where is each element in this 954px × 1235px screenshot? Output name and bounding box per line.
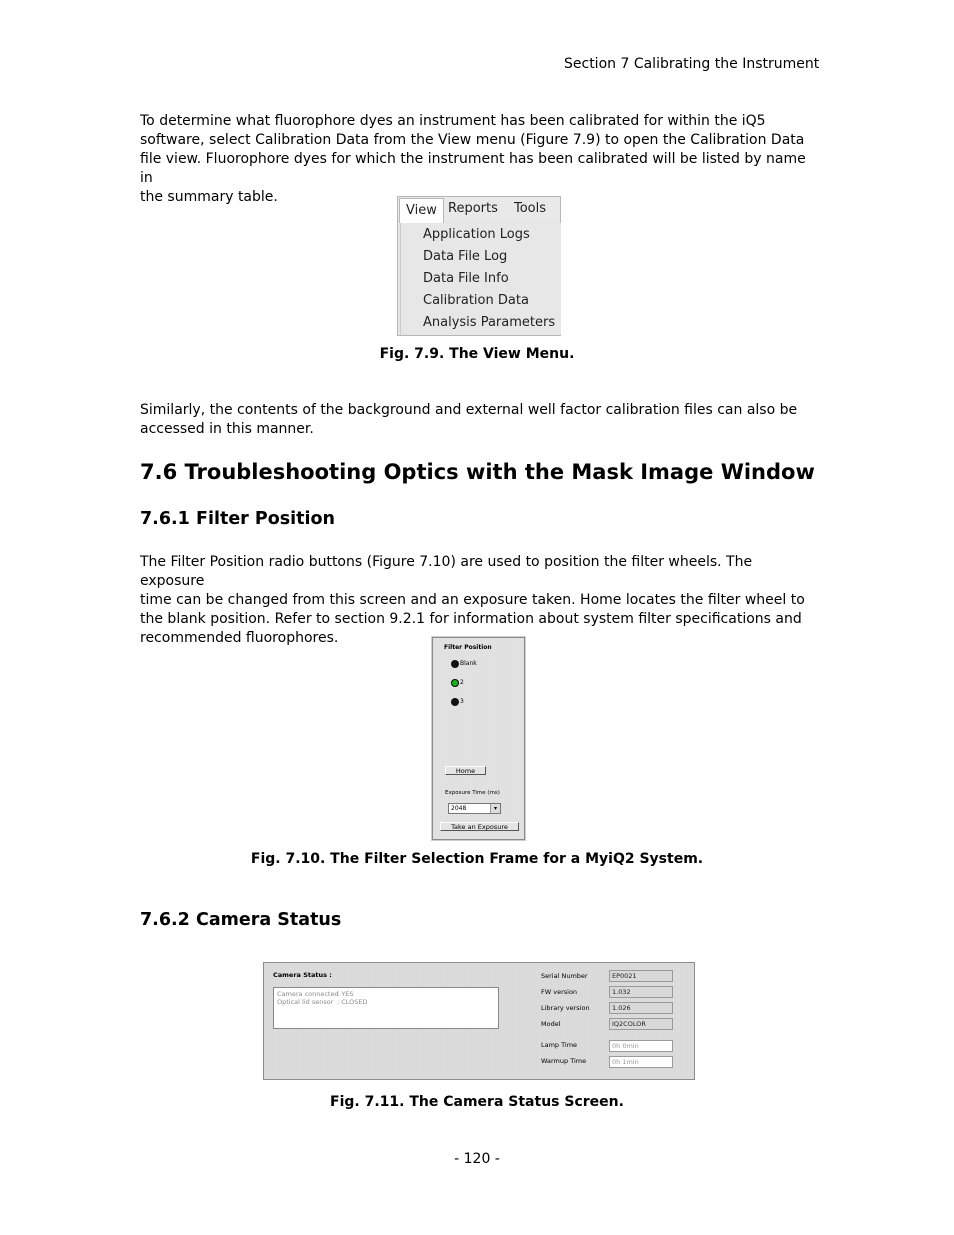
section-7-6-2-heading: [140, 910, 341, 930]
section-7-6-1-heading: [140, 509, 335, 529]
warmup-time-label: Warmup Time: [541, 1057, 587, 1065]
intro-paragraph: [140, 112, 820, 207]
radio-blank-label: Blank: [460, 660, 477, 667]
intro-line: the summary table.: [140, 189, 278, 205]
intro-line: To determine what fluorophore dyes an instrument has been calibrated for within the iQ5: [140, 113, 766, 129]
library-version-field: 1.026: [609, 1002, 673, 1014]
lamp-time-field: 0h 0min: [609, 1040, 673, 1052]
similarly-line: Similarly, the contents of the background and external well factor calibration files can also be: [140, 402, 798, 418]
filter-position-frame: [432, 637, 525, 840]
exposure-time-select[interactable]: [448, 803, 501, 814]
menu-item-calibration-data[interactable]: Calibration Data: [423, 293, 529, 308]
fig-7-9-caption: Fig. 7.9. The View Menu.: [379, 346, 575, 362]
camera-connected-line: [277, 990, 354, 998]
intro-line: file view. Fluorophore dyes for which the instrument has been calibrated will be listed by name in: [140, 151, 806, 186]
similarly-paragraph: [140, 401, 820, 439]
library-version-label: Library version: [541, 1004, 590, 1012]
menu-item-application-logs[interactable]: Application Logs: [423, 227, 530, 242]
view-dropdown: [400, 223, 561, 335]
page-number: - 120 -: [454, 1151, 500, 1167]
camera-status-title: Camera Status :: [273, 971, 332, 979]
filter-position-title: Filter Position: [444, 644, 492, 651]
section-7-6-2-number: 7.6.2: [140, 910, 190, 930]
radio-3[interactable]: [451, 698, 459, 706]
radio-3-label: 3: [460, 698, 464, 705]
view-menu-figure: [397, 196, 561, 336]
lamp-time-label: Lamp Time: [541, 1041, 578, 1049]
home-button[interactable]: Home: [445, 766, 486, 775]
fig-7-11-caption: Fig. 7.11. The Camera Status Screen.: [330, 1094, 624, 1110]
camera-status-panel: [263, 962, 695, 1080]
menu-view[interactable]: View: [399, 198, 444, 223]
menubar: [398, 197, 560, 222]
radio-blank[interactable]: [451, 660, 459, 668]
menu-item-data-file-log[interactable]: Data File Log: [423, 249, 508, 264]
filter-line: time can be changed from this screen and an exposure taken. Home locates the filter wheel to: [140, 592, 805, 608]
optical-lid-label: Optical lid sensor: [277, 998, 334, 1006]
camera-connected-value: : YES: [337, 990, 354, 998]
serial-number-field: EP0021: [609, 970, 673, 982]
exposure-time-label: Exposure Time (ms): [445, 790, 500, 796]
model-label: Model: [541, 1020, 561, 1028]
radio-2-selected[interactable]: [451, 679, 459, 687]
fw-version-field: 1.032: [609, 986, 673, 998]
section-7-6-1-title: Filter Position: [196, 509, 336, 529]
menu-item-analysis-parameters[interactable]: Analysis Parameters: [423, 315, 556, 330]
menu-reports[interactable]: Reports: [448, 201, 498, 216]
menu-item-data-file-info[interactable]: Data File Info: [423, 271, 509, 286]
take-exposure-button[interactable]: Take an Exposure: [440, 822, 519, 831]
exposure-time-value: 2048: [451, 805, 467, 812]
filter-line: the blank position. Refer to section 9.2.1 for information about system filter specifications and: [140, 611, 802, 627]
section-7-6-2-title: Camera Status: [196, 910, 342, 930]
filter-line: recommended fluorophores.: [140, 630, 339, 646]
chevron-down-icon[interactable]: ▾: [490, 804, 500, 813]
filter-paragraph: [140, 553, 820, 648]
menu-tools[interactable]: Tools: [514, 201, 547, 216]
fig-7-10-caption: Fig. 7.10. The Filter Selection Frame for a MyiQ2 System.: [250, 851, 704, 867]
running-header: Section 7 Calibrating the Instrument: [564, 56, 820, 72]
warmup-time-field: 0h 1min: [609, 1056, 673, 1068]
section-7-6-1-number: 7.6.1: [140, 509, 190, 529]
optical-lid-line: [277, 998, 368, 1006]
section-7-6-heading: 7.6 Troubleshooting Optics with the Mask Image Window: [140, 460, 815, 484]
intro-line: software, select Calibration Data from the View menu (Figure 7.9) to open the Calibration Data: [140, 132, 805, 148]
model-field: IQ2COLOR: [609, 1018, 673, 1030]
filter-line: The Filter Position radio buttons (Figure 7.10) are used to position the filter wheels. The exposure: [140, 554, 753, 589]
similarly-line: accessed in this manner.: [140, 421, 314, 437]
camera-status-box: [273, 987, 499, 1029]
radio-2-label: 2: [460, 679, 464, 686]
optical-lid-value: : CLOSED: [337, 998, 368, 1006]
camera-connected-label: Camera connected: [277, 990, 339, 998]
fw-version-label: FW version: [541, 988, 578, 996]
serial-number-label: Serial Number: [541, 972, 588, 980]
